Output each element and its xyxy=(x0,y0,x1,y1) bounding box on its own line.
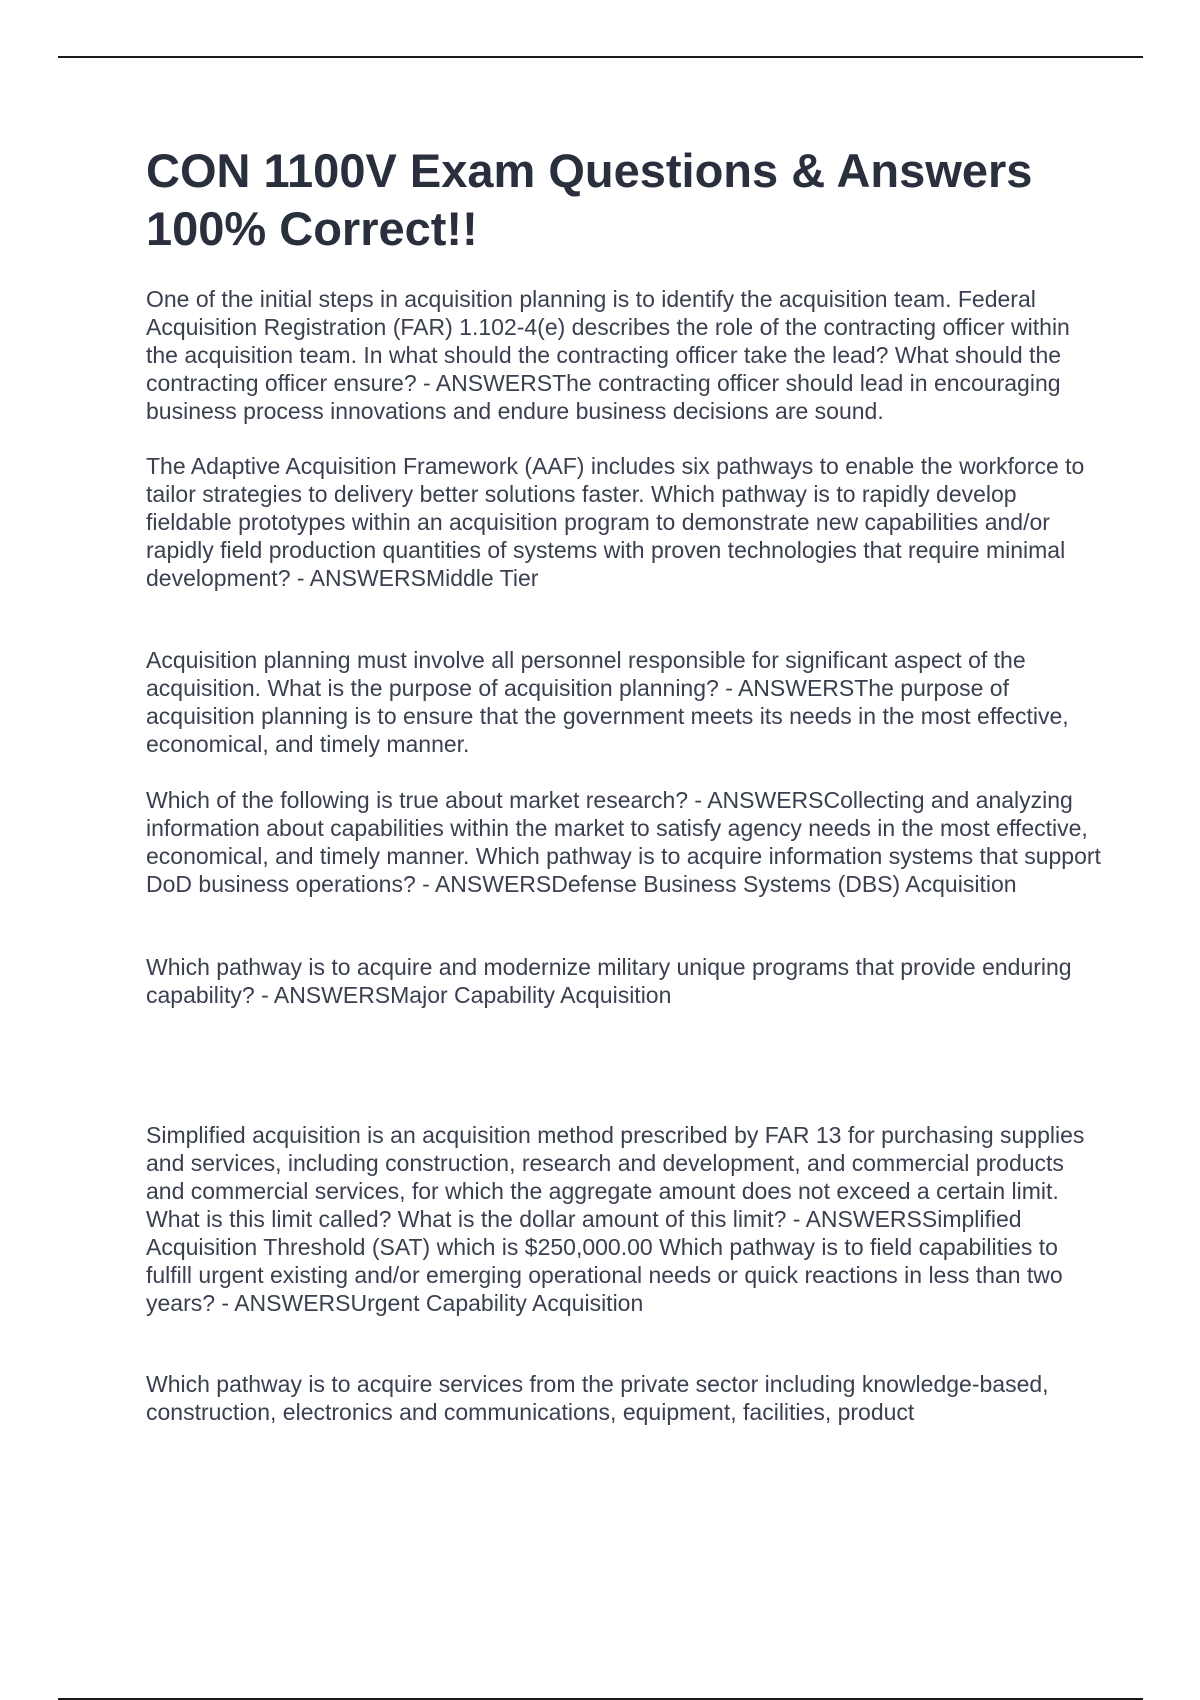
qa-paragraph-5: Which pathway is to acquire and modernize military unique programs that provide enduring capability? - ANSWERSMajor Capability Acquisition xyxy=(146,954,1072,1008)
top-divider xyxy=(58,56,1143,58)
qa-paragraph-4: Which of the following is true about market research? - ANSWERSCollecting and analyzing information about capabilities within the market to satisfy agency needs in the most effective, economical, and timely manner. Which pathway is to acquire information systems that support DoD business operations? - ANSWERSDefense Business Systems (DBS) Acquisition xyxy=(146,787,1101,897)
page-title: CON 1100V Exam Questions & Answers 100% Correct!! xyxy=(146,144,1033,255)
qa-paragraph-6: Simplified acquisition is an acquisition method prescribed by FAR 13 for purchasing supplies and services, including construction, research and development, and commercial products and commercial services, for which the aggregate amount does not exceed a certain limit. What is this limit called? What is the dollar amount of this limit? - ANSWERSSimplified Acquisition Threshold (SAT) which is $250,000.00 Which pathway is to field capabilities to fulfill urgent existing and/or emerging operational needs or quick reactions in less than two years? - ANSWERSUrgent Capability Acquisition xyxy=(146,1122,1085,1316)
qa-paragraph-1: One of the initial steps in acquisition planning is to identify the acquisition team. Federal Acquisition Registration (FAR) 1.102-4(e) describes the role of the contracting officer within the acquisition team. In what should the contracting officer take the lead? What should the contracting officer ensure? - ANSWERSThe contracting officer should lead in encouraging business process innovations and endure business decisions are sound. xyxy=(146,286,1070,424)
qa-paragraph-3: Acquisition planning must involve all personnel responsible for significant aspect of the acquisition. What is the purpose of acquisition planning? - ANSWERSThe purpose of acquisition planning is to ensure that the government meets its needs in the most effective, economical, and timely manner. xyxy=(146,647,1069,757)
qa-paragraph-7: Which pathway is to acquire services from the private sector including knowledge-based, construction, electronics and communications, equipment, facilities, product xyxy=(146,1371,1049,1425)
qa-paragraph-2: The Adaptive Acquisition Framework (AAF) includes six pathways to enable the workforce to tailor strategies to delivery better solutions faster. Which pathway is to rapidly develop fieldable prototypes within an acquisition program to demonstrate new capabilities and/or rapidly field production quantities of systems with proven technologies that require minimal development? - ANSWERSMiddle Tier xyxy=(146,453,1085,591)
